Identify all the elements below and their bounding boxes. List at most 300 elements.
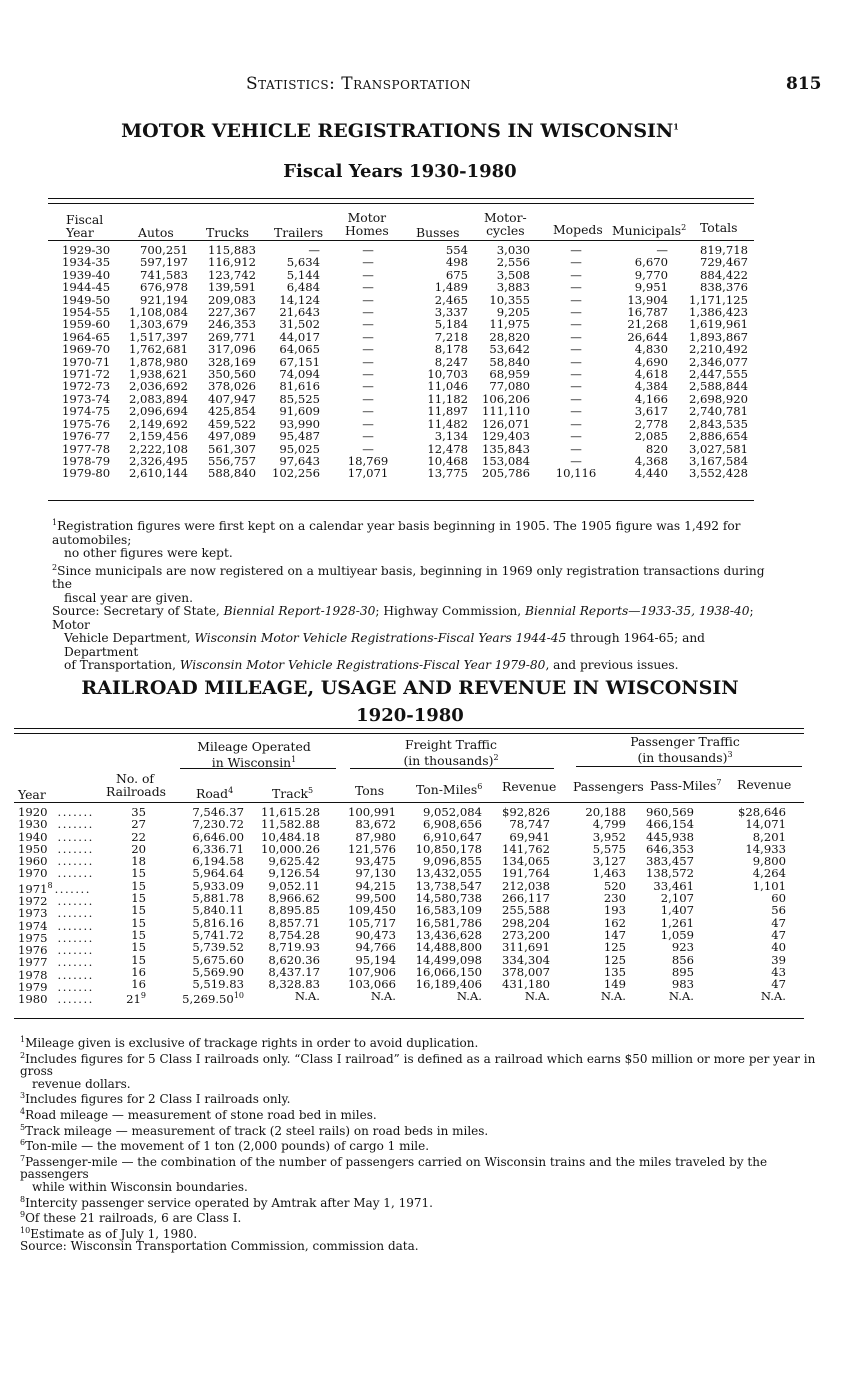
table-cell-freight-revenue: 334,304 — [502, 952, 550, 967]
table-cell-motorcycles: 28,820 — [489, 329, 530, 344]
table-cell-ton-miles: 13,436,628 — [415, 927, 482, 942]
table-cell-ton-miles: 9,052,084 — [422, 805, 482, 819]
table1-bottom-rule — [48, 500, 754, 501]
table-cell-municipals: 2,778 — [634, 416, 668, 431]
table-cell-trucks: 269,771 — [208, 329, 256, 344]
table-cell-railroads: $21^9$ — [126, 991, 146, 1007]
table-cell-year: 1944-45 — [62, 280, 111, 295]
table-cell-passenger-revenue: 1,101 — [752, 878, 786, 893]
table-cell-track: 8,620.36 — [268, 952, 320, 967]
table-cell-tons: 94,215 — [355, 878, 396, 893]
table2-bottom-rule — [14, 1018, 804, 1019]
table1-col-year — [62, 244, 110, 480]
table-cell-motor-homes: — — [362, 441, 374, 456]
table-cell-motor-homes: — — [362, 391, 374, 406]
table-cell-railroads: 15 — [131, 915, 146, 930]
table-cell-busses: 13,775 — [427, 466, 468, 481]
table-cell-track: 8,857.71 — [268, 915, 320, 930]
table-cell-motorcycles: 106,206 — [482, 391, 530, 406]
table-cell-municipals: 26,644 — [627, 329, 668, 344]
table-cell-trailers: 31,502 — [279, 317, 320, 332]
table-cell-pass-miles: N.A. — [668, 989, 694, 1004]
table-cell-railroads: 15 — [131, 903, 146, 918]
table-cell-year: 1974-75 — [62, 404, 111, 419]
table-cell-busses: 2,465 — [434, 292, 468, 307]
table-cell-passenger-revenue: 47 — [771, 915, 786, 930]
table-cell-trucks: 139,591 — [208, 280, 256, 295]
table-cell-ton-miles: 13,432,055 — [415, 866, 482, 881]
table-cell-pass-miles: 466,154 — [646, 817, 694, 832]
table-cell-pass-miles: 2,107 — [660, 891, 694, 906]
table-cell-busses: 3,337 — [434, 305, 468, 320]
table-cell-trucks: 115,883 — [208, 243, 256, 257]
table-cell-pass-miles: 923 — [671, 940, 694, 955]
table-cell-tons: N.A. — [370, 989, 396, 1004]
dot-leader: ....... — [57, 955, 94, 970]
table-cell-municipals: 16,787 — [627, 305, 668, 320]
table-cell-passenger-revenue: 39 — [771, 952, 786, 967]
table-cell-year: 1978 ....... — [18, 967, 94, 982]
table-cell-motor-homes: — — [362, 429, 374, 444]
table1-col-trailers — [264, 244, 320, 480]
table1-source: Source: Secretary of State, Biennial Report-1928-30; Highway Commission, Biennial Reports—1933-35, 1938-40; Motor — [52, 604, 754, 632]
table-cell-passengers: 20,188 — [585, 805, 626, 819]
table1-source-line2: Vehicle Department, Wisconsin Motor Vehicle Registrations-Fiscal Years 1944-45 through 1964-65; and Department — [64, 631, 705, 659]
table2-footnote: $^1$Mileage given is exclusive of trackage rights in order to avoid duplication. — [20, 1035, 479, 1050]
table-cell-autos: 676,978 — [140, 280, 188, 295]
table-cell-mopeds: — — [570, 453, 582, 468]
table-cell-year: 1940 ....... — [18, 829, 94, 844]
table-cell-busses: 8,178 — [434, 342, 468, 357]
table-cell-totals: 1,171,125 — [688, 292, 748, 307]
table-cell-busses: 1,489 — [434, 280, 468, 295]
table-cell-freight-revenue: $92,826 — [502, 805, 550, 819]
table-cell-year: 1974 ....... — [18, 918, 94, 933]
table-cell-tons: 100,991 — [348, 805, 396, 819]
table-cell-municipals: 3,617 — [634, 404, 668, 419]
table2-col-year — [18, 806, 94, 1006]
passenger-group-rule — [576, 766, 802, 767]
table1-footnotes — [52, 516, 772, 673]
table2-title: RAILROAD MILEAGE, USAGE AND REVENUE IN WISCONSIN — [81, 677, 739, 699]
table1-col-autos — [122, 244, 188, 480]
table-cell-trucks: 123,742 — [208, 267, 256, 282]
table-cell-municipals: 4,618 — [634, 367, 668, 382]
table-cell-passengers: 4,799 — [592, 817, 626, 832]
table-cell-road: 5,840.11 — [192, 903, 244, 918]
table-cell-year: 1976-77 — [62, 429, 111, 444]
table-cell-year: 1950 ....... — [18, 841, 94, 856]
table-cell-road: 5,964.64 — [192, 866, 244, 881]
table-cell-tons: 109,450 — [348, 903, 396, 918]
table-cell-freight-revenue: 255,588 — [502, 903, 550, 918]
table-cell-track: 8,966.62 — [268, 891, 320, 906]
table-cell-railroads: 16 — [131, 977, 146, 992]
table-cell-trucks: 561,307 — [208, 441, 256, 456]
table2-source: Source: Wisconsin Transportation Commission, commission data. — [20, 1239, 419, 1254]
table-cell-trucks: 425,854 — [208, 404, 256, 419]
table-cell-passenger-revenue: 4,264 — [752, 866, 786, 881]
table-cell-passengers: 1,463 — [592, 866, 626, 881]
table2-footnote: $^4$Road mileage — measurement of stone road bed in miles. — [20, 1106, 377, 1122]
table-cell-mopeds: — — [570, 367, 582, 382]
table-cell-trucks: 328,169 — [208, 354, 256, 369]
table2-col-passenger-revenue — [726, 806, 786, 1003]
table-cell-ton-miles: 14,499,098 — [415, 952, 482, 967]
table-cell-passengers: 147 — [603, 927, 626, 942]
table-cell-municipals: 4,690 — [634, 354, 668, 369]
table-cell-passengers: 162 — [603, 915, 626, 930]
table-cell-trailers: 95,487 — [279, 429, 320, 444]
table-cell-tons: 105,717 — [348, 915, 396, 930]
table-cell-railroads: 15 — [131, 952, 146, 967]
table-cell-road: 5,816.16 — [192, 915, 244, 930]
table-cell-freight-revenue: 191,764 — [502, 866, 550, 881]
table-cell-busses: 498 — [445, 255, 468, 270]
dot-leader: ....... — [57, 854, 94, 869]
table-cell-autos: 1,303,679 — [128, 317, 188, 332]
table-cell-mopeds: — — [570, 391, 582, 406]
table1-col-busses — [414, 244, 468, 480]
table1-col-motorcycles — [472, 244, 530, 480]
table-cell-mopeds: — — [570, 416, 582, 431]
table-cell-mopeds: — — [570, 267, 582, 282]
table-cell-tons: 94,766 — [355, 940, 396, 955]
dot-leader: ....... — [57, 805, 94, 819]
table-cell-totals: 2,698,920 — [688, 391, 748, 406]
table-cell-motorcycles: 68,959 — [489, 367, 530, 382]
table-cell-freight-revenue: 69,941 — [509, 829, 550, 844]
table-cell-trucks: 116,912 — [208, 255, 256, 270]
table-cell-mopeds: — — [570, 292, 582, 307]
table-cell-track: 8,895.85 — [268, 903, 320, 918]
header-year: Year — [18, 787, 46, 802]
table-cell-municipals: 21,268 — [627, 317, 668, 332]
group-header-passenger: Passenger Traffic (in thousands)$^3$ — [630, 734, 740, 766]
table-cell-motor-homes: — — [362, 292, 374, 307]
table-cell-motorcycles: 3,508 — [496, 267, 530, 282]
table-cell-year: 1964-65 — [62, 329, 111, 344]
table-cell-motor-homes: 18,769 — [347, 453, 389, 468]
header-busses: Busses — [416, 225, 460, 240]
table-cell-motor-homes: — — [362, 243, 374, 257]
table1-footnote-2-cont: fiscal year are given. — [64, 590, 194, 605]
table-cell-autos: 2,036,692 — [128, 379, 188, 394]
table-cell-ton-miles: 6,908,656 — [422, 817, 482, 832]
table-cell-autos: 1,762,681 — [128, 342, 188, 357]
table-cell-autos: 2,610,144 — [128, 466, 188, 481]
table-cell-trailers: 81,616 — [279, 379, 320, 394]
table-cell-mopeds: — — [570, 379, 582, 394]
page-number: 815 — [786, 74, 822, 94]
table-cell-passengers: 135 — [603, 964, 626, 979]
table-cell-motorcycles: 111,110 — [482, 404, 530, 419]
table-cell-autos: 597,197 — [140, 255, 188, 270]
table-cell-passengers: 230 — [603, 891, 626, 906]
table-cell-track: 10,000.26 — [260, 841, 320, 856]
table-cell-mopeds: — — [570, 342, 582, 357]
table-cell-year: 1976 ....... — [18, 943, 94, 958]
table-cell-motorcycles: 77,080 — [489, 379, 530, 394]
table1-col-trucks — [196, 244, 256, 480]
table-cell-pass-miles: 983 — [671, 977, 694, 992]
dot-leader: ....... — [57, 943, 94, 958]
table-cell-passengers: 3,127 — [592, 854, 626, 869]
table-cell-tons: 121,576 — [348, 841, 396, 856]
table-cell-tons: 97,130 — [355, 866, 396, 881]
table-cell-autos: 700,251 — [140, 243, 188, 257]
header-totals: Totals — [700, 220, 738, 235]
table-cell-road: 7,546.37 — [192, 805, 244, 819]
table-cell-motorcycles: 129,403 — [482, 429, 530, 444]
table-cell-ton-miles: 9,096,855 — [422, 854, 482, 869]
table-cell-municipals: 4,440 — [634, 466, 668, 481]
table-cell-year: 1929-30 — [62, 243, 111, 257]
table-cell-track: 11,615.28 — [260, 805, 320, 819]
table-cell-motor-homes: — — [362, 305, 374, 320]
table-cell-freight-revenue: 273,200 — [502, 927, 550, 942]
table-cell-busses: 5,184 — [434, 317, 468, 332]
table-cell-motorcycles: 2,556 — [496, 255, 530, 270]
table-cell-passenger-revenue: $28,646 — [738, 805, 786, 819]
table-cell-pass-miles: 1,261 — [660, 915, 694, 930]
header-passenger-revenue: Revenue — [737, 777, 792, 792]
table-cell-year: 1930 ....... — [18, 817, 94, 832]
table-cell-freight-revenue: 78,747 — [509, 817, 550, 832]
table-cell-tons: 107,906 — [348, 964, 396, 979]
table-cell-pass-miles: 445,938 — [646, 829, 694, 844]
table-cell-year: 1960 ....... — [18, 854, 94, 869]
table1-col-totals — [686, 244, 748, 480]
table2-header-rule — [14, 802, 804, 803]
table-cell-road: 5,269.50$^{10}$ — [182, 991, 244, 1007]
table-cell-totals: 2,210,492 — [688, 342, 748, 357]
table-cell-track: 8,719.93 — [268, 940, 320, 955]
table-cell-autos: 2,159,456 — [128, 429, 188, 444]
table-cell-track: 8,754.28 — [268, 927, 320, 942]
table-cell-totals: 884,422 — [700, 267, 748, 282]
table-cell-motor-homes: — — [362, 317, 374, 332]
table-cell-motor-homes: — — [362, 367, 374, 382]
table-cell-railroads: 16 — [131, 964, 146, 979]
table-cell-year: 1970 ....... — [18, 866, 94, 881]
table-cell-busses: 11,897 — [427, 404, 468, 419]
table-cell-passenger-revenue: 60 — [771, 891, 786, 906]
table-cell-track: 9,625.42 — [268, 854, 320, 869]
table2-footnote: $^5$Track mileage — measurement of track (2 steel rails) on road beds in miles. — [20, 1122, 489, 1138]
table-cell-motorcycles: 135,843 — [482, 441, 530, 456]
table-cell-trailers: 67,151 — [279, 354, 320, 369]
table-cell-motor-homes: — — [362, 255, 374, 270]
table-cell-ton-miles: 16,066,150 — [415, 964, 482, 979]
table-cell-passengers: 5,575 — [592, 841, 626, 856]
table-cell-motor-homes: — — [362, 416, 374, 431]
table-cell-year: 1972 ....... — [18, 893, 94, 908]
dot-leader: ....... — [57, 866, 94, 881]
table-cell-tons: 99,500 — [355, 891, 396, 906]
table-cell-road: 5,519.83 — [192, 977, 244, 992]
table-cell-municipals: 13,904 — [627, 292, 668, 307]
table-cell-autos: 1,108,084 — [128, 305, 188, 320]
header-freight-revenue: Revenue — [502, 779, 557, 794]
table-cell-trucks: 588,840 — [208, 466, 256, 481]
table-cell-track: 8,328.83 — [268, 977, 320, 992]
table-cell-trailers: 14,124 — [279, 292, 320, 307]
table2-col-tons — [338, 806, 396, 1003]
table-cell-year: 1979-80 — [62, 466, 111, 481]
table1-footnote-1: $^1$Registration figures were first kept on a calendar year basis beginning in 1905. The 1905 figure was 1,492 for automobiles; — [52, 518, 741, 547]
table-cell-freight-revenue: 266,117 — [502, 891, 550, 906]
table-cell-trucks: 459,522 — [208, 416, 256, 431]
table2-footnote: $^{10}$Estimate as of July 1, 1980. — [20, 1225, 198, 1241]
table-cell-pass-miles: 646,353 — [646, 841, 694, 856]
table-cell-passenger-revenue: 14,933 — [745, 841, 786, 856]
table-cell-autos: 741,583 — [140, 267, 188, 282]
table2-col-freight-revenue — [494, 806, 550, 1003]
header-municipals: Municipals$^2$ — [612, 223, 687, 239]
table-cell-busses: 10,468 — [427, 453, 468, 468]
table-cell-mopeds: — — [570, 280, 582, 295]
table-cell-motor-homes: 17,071 — [347, 466, 389, 481]
header-fiscal-year: Fiscal Year — [66, 212, 104, 240]
table1-top-rule-2 — [48, 203, 754, 204]
table-cell-municipals: 6,670 — [634, 255, 668, 270]
table-cell-motorcycles: 205,786 — [482, 466, 530, 481]
table-cell-tons: 90,473 — [355, 927, 396, 942]
table-cell-pass-miles: 33,461 — [653, 878, 694, 893]
table-cell-mopeds: 10,116 — [555, 466, 597, 481]
table-cell-railroads: 15 — [131, 940, 146, 955]
table-cell-busses: 8,247 — [434, 354, 468, 369]
table-cell-trailers: 6,484 — [286, 280, 320, 295]
table-cell-totals: 2,346,077 — [688, 354, 748, 369]
table-cell-pass-miles: 138,572 — [646, 866, 694, 881]
table-cell-pass-miles: 960,569 — [646, 805, 694, 819]
table-cell-busses: 10,703 — [427, 367, 468, 382]
table2-col-pass-miles — [640, 806, 694, 1003]
table-cell-passenger-revenue: 47 — [771, 927, 786, 942]
table-cell-motorcycles: 3,030 — [496, 243, 530, 257]
table-cell-year: 1972-73 — [62, 379, 111, 394]
table-cell-passenger-revenue: 8,201 — [752, 829, 786, 844]
table-cell-passenger-revenue: 47 — [771, 977, 786, 992]
table-cell-totals: 3,552,428 — [688, 466, 748, 481]
table-cell-passengers: N.A. — [600, 989, 626, 1004]
table-cell-trailers: — — [308, 243, 320, 257]
table2-subtitle: 1920-1980 — [356, 705, 464, 726]
table2-footnote: $^8$Intercity passenger service operated by Amtrak after May 1, 1971. — [20, 1194, 433, 1210]
table-cell-road: 6,646.00 — [192, 829, 244, 844]
table-cell-year: 1954-55 — [62, 305, 111, 320]
table-cell-trailers: 102,256 — [272, 466, 320, 481]
table-cell-passengers: 3,952 — [592, 829, 626, 844]
table1-header-rule — [48, 240, 754, 241]
table2-footnote-cont: while within Wisconsin boundaries. — [32, 1179, 248, 1194]
table-cell-year: 1975-76 — [62, 416, 111, 431]
header-railroads: No. of Railroads — [106, 771, 166, 799]
header-autos: Autos — [138, 225, 174, 240]
table-cell-motorcycles: 53,642 — [489, 342, 530, 357]
table-cell-motorcycles: 153,084 — [482, 453, 530, 468]
table-cell-municipals: 4,384 — [634, 379, 668, 394]
table-cell-busses: 11,482 — [427, 416, 468, 431]
table-cell-autos: 921,194 — [140, 292, 188, 307]
table-cell-trailers: 74,094 — [279, 367, 320, 382]
table-cell-track: 10,484.18 — [260, 829, 320, 844]
table-cell-year: 1971-72 — [62, 367, 111, 382]
table-cell-motorcycles: 58,840 — [489, 354, 530, 369]
freight-group-rule — [350, 768, 554, 769]
table-cell-totals: 819,718 — [700, 243, 748, 257]
table-cell-year: 1980 ....... — [18, 992, 94, 1007]
table-cell-totals: 729,467 — [700, 255, 748, 270]
table-cell-railroads: 15 — [131, 927, 146, 942]
table-cell-autos: 1,938,621 — [128, 367, 188, 382]
table-cell-pass-miles: 1,059 — [660, 927, 694, 942]
table-cell-road: 5,933.09 — [192, 878, 244, 893]
table2-col-railroads — [110, 806, 146, 1006]
table-cell-trailers: 95,025 — [279, 441, 320, 456]
table-cell-busses: 3,134 — [434, 429, 468, 444]
table-cell-pass-miles: 383,457 — [646, 854, 694, 869]
group-header-freight: Freight Traffic (in thousands)$^2$ — [403, 737, 499, 769]
table-cell-mopeds: — — [570, 329, 582, 344]
table-cell-freight-revenue: 431,180 — [502, 977, 550, 992]
table-cell-motorcycles: 11,975 — [489, 317, 530, 332]
table-cell-tons: 103,066 — [348, 977, 396, 992]
running-head: Statistics: Transportation — [246, 74, 472, 94]
table-cell-totals: 3,167,584 — [688, 453, 748, 468]
table-cell-ton-miles: 14,580,738 — [415, 891, 482, 906]
table-cell-tons: 93,475 — [355, 854, 396, 869]
table-cell-motorcycles: 10,355 — [489, 292, 530, 307]
table-cell-municipals: 820 — [645, 441, 668, 456]
dot-leader: ....... — [54, 881, 91, 896]
table-cell-municipals: 9,770 — [634, 267, 668, 282]
table-cell-mopeds: — — [570, 354, 582, 369]
dot-leader: ....... — [57, 906, 94, 921]
table-cell-year: 1975 ....... — [18, 930, 94, 945]
table-cell-motor-homes: — — [362, 342, 374, 357]
header-trucks: Trucks — [206, 225, 249, 240]
table-cell-totals: 2,447,555 — [688, 367, 748, 382]
dot-leader: ....... — [57, 841, 94, 856]
table-cell-motor-homes: — — [362, 280, 374, 295]
table1-subtitle: Fiscal Years 1930-1980 — [283, 161, 517, 182]
table2-footnote-cont: revenue dollars. — [32, 1076, 131, 1091]
table-cell-busses: 12,478 — [427, 441, 468, 456]
table-cell-track: 9,126.54 — [268, 866, 320, 881]
table-cell-busses: 11,046 — [427, 379, 468, 394]
table-cell-freight-revenue: 141,762 — [502, 841, 550, 856]
table-cell-trailers: 21,643 — [279, 305, 320, 320]
table1-footnote-2: $^2$Since municipals are now registered on a multiyear basis, beginning in 1969 only registration transactions during the — [52, 562, 765, 592]
table-cell-ton-miles: 14,488,800 — [415, 940, 482, 955]
table-cell-passenger-revenue: 40 — [771, 940, 786, 955]
table-cell-railroads: 20 — [131, 841, 146, 856]
table-cell-pass-miles: 1,407 — [660, 903, 694, 918]
table-cell-motor-homes: — — [362, 404, 374, 419]
header-trailers: Trailers — [274, 225, 324, 240]
table-cell-passengers: 149 — [603, 977, 626, 992]
table-cell-passengers: 125 — [603, 940, 626, 955]
table-cell-passenger-revenue: 43 — [771, 964, 786, 979]
table-cell-trailers: 93,990 — [279, 416, 320, 431]
table-cell-totals: 3,027,581 — [688, 441, 748, 456]
table-cell-trucks: 378,026 — [208, 379, 256, 394]
table-cell-ton-miles: 16,583,109 — [415, 903, 482, 918]
table-cell-trucks: 556,757 — [208, 453, 256, 468]
